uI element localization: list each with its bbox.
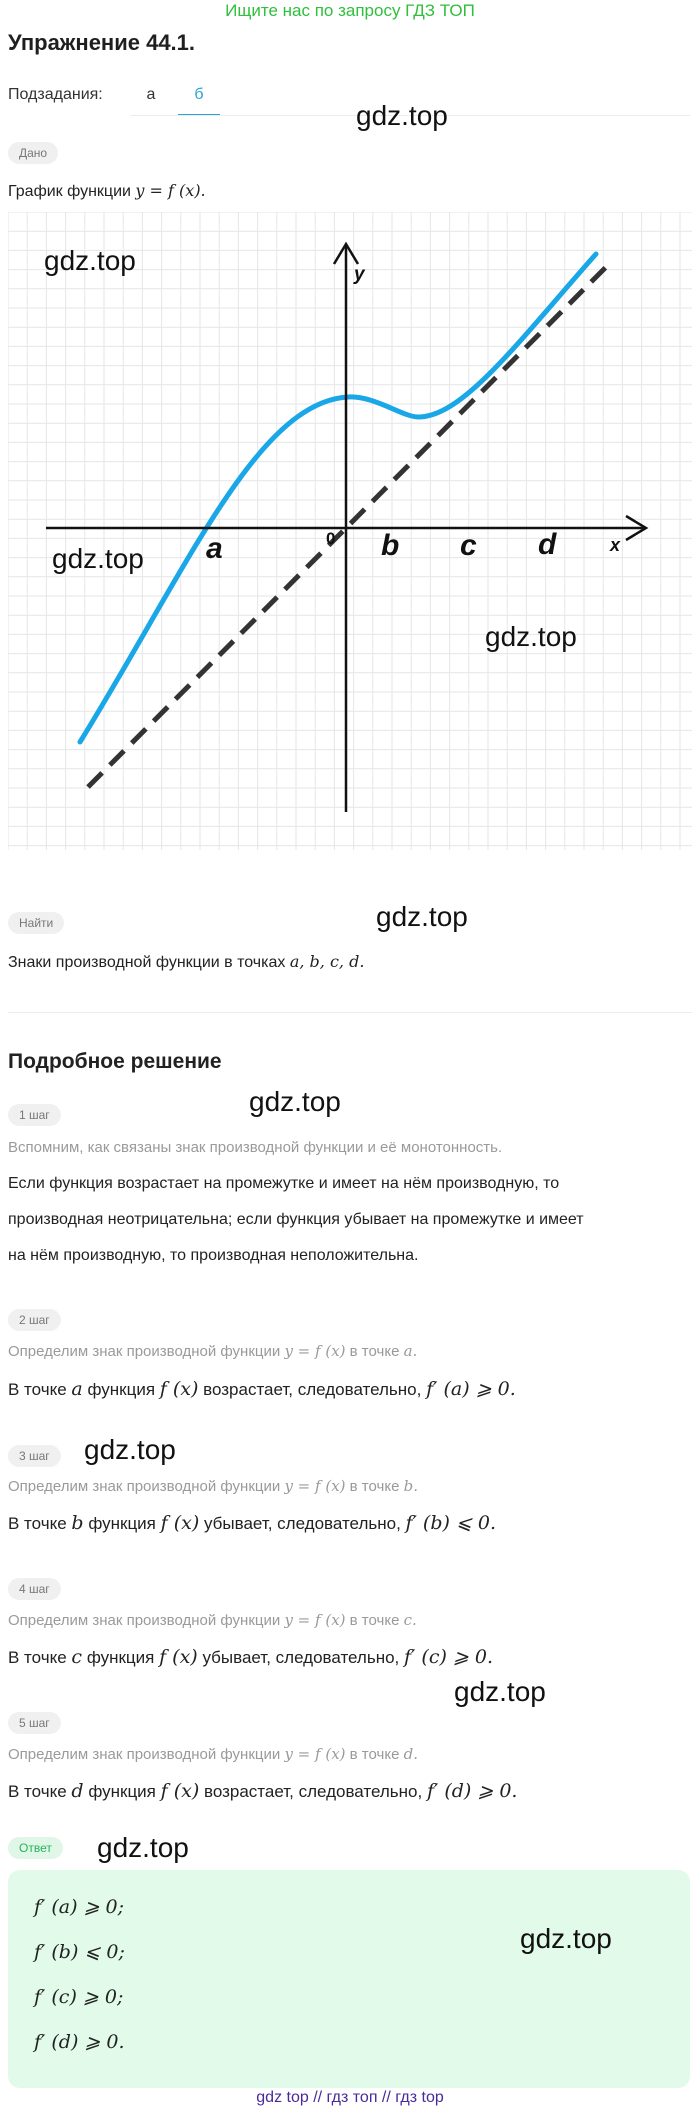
origin-label: 0 xyxy=(326,529,336,548)
given-label: График функции xyxy=(8,183,131,200)
watermark-header: gdz.top xyxy=(356,100,448,131)
answer-pill: Ответ xyxy=(8,1837,63,1859)
step-3-res-pre: В точке xyxy=(8,1514,67,1533)
step-5-res-pre: В точке xyxy=(8,1782,67,1801)
step-3-hint-point: b. xyxy=(403,1477,418,1495)
step-1-line-1: Если функция возрастает на промежутке и имеет на нём производную, то xyxy=(8,1175,560,1192)
step-2-res-formula: f′ (a) ⩾ 0. xyxy=(426,1378,516,1400)
step-2-res-verb: возрастает, следовательно, xyxy=(203,1380,422,1399)
top-banner[interactable]: Ищите нас по запросу ГДЗ ТОП xyxy=(225,1,475,20)
answer-line-a: f′ (a) ⩾ 0; xyxy=(34,1896,125,1918)
step-5-hint xyxy=(8,1744,418,1765)
point-label-c: c xyxy=(460,529,477,562)
tangent-dashed-line xyxy=(88,260,613,787)
step-3-res-point: b xyxy=(71,1512,84,1534)
step-5-res-point: d xyxy=(71,1780,84,1802)
step-3-res-fx: f (x) xyxy=(160,1512,200,1534)
step-3-hint-text: Определим знак производной функции xyxy=(8,1478,281,1495)
step-4-res-formula: f′ (c) ⩾ 0. xyxy=(404,1646,493,1668)
step-4-hint-formula: y = f (x) xyxy=(284,1611,346,1629)
step-4-hint-text: Определим знак производной функции xyxy=(8,1612,281,1629)
step-3-pill: 3 шаг xyxy=(8,1445,61,1467)
step-4-hint xyxy=(8,1610,417,1631)
graph-watermark-2: gdz.top xyxy=(52,543,144,574)
step-5-result xyxy=(8,1780,517,1803)
watermark-step4: gdz.top xyxy=(454,1676,546,1707)
page-title: Упражнение 44.1. xyxy=(8,30,196,55)
graph-svg xyxy=(8,212,692,850)
step-4-pill: 4 шаг xyxy=(8,1578,61,1600)
watermark-step3: gdz.top xyxy=(84,1434,176,1465)
step-2-res-fx: f (x) xyxy=(159,1378,199,1400)
answer-line-d: f′ (d) ⩾ 0. xyxy=(34,2031,125,2053)
step-3-hint xyxy=(8,1476,418,1497)
step-5-hint-text: Определим знак производной функции xyxy=(8,1746,281,1763)
x-axis-label: x xyxy=(610,535,621,555)
step-1-hint: Вспомним, как связаны знак производной функции и её монотонность. xyxy=(8,1139,503,1156)
graph-watermark-3: gdz.top xyxy=(485,621,577,652)
watermark-find: gdz.top xyxy=(376,901,468,932)
step-2-hint-mid: в точке xyxy=(349,1343,400,1360)
step-4-res-pre: В точке xyxy=(8,1648,67,1667)
solution-title: Подробное решение xyxy=(8,1050,222,1073)
step-3-hint-mid: в точке xyxy=(349,1478,400,1495)
step-5-hint-point: d. xyxy=(403,1745,418,1763)
step-4-res-fx: f (x) xyxy=(159,1646,198,1668)
subtask-tab-a[interactable]: а xyxy=(146,86,156,103)
step-4-res-verb: убывает, следовательно, xyxy=(202,1648,400,1667)
step-2-hint xyxy=(8,1341,417,1362)
section-divider xyxy=(8,1012,692,1013)
step-2-res-mid: функция xyxy=(87,1380,156,1399)
watermark-step1: gdz.top xyxy=(249,1086,341,1117)
find-label: Знаки производной функции в точках xyxy=(8,954,286,971)
step-2-result xyxy=(8,1378,516,1401)
step-2-hint-formula: y = f (x) xyxy=(284,1342,346,1360)
step-5-res-verb: возрастает, следовательно, xyxy=(203,1782,423,1801)
watermark-answer: gdz.top xyxy=(97,1832,189,1863)
step-2-hint-text: Определим знак производной функции xyxy=(8,1343,281,1360)
step-1-line-3: на нём производную, то производная неположительна. xyxy=(8,1247,419,1264)
given-text xyxy=(8,180,206,203)
point-label-d: d xyxy=(538,528,557,561)
step-5-res-formula: f′ (d) ⩾ 0. xyxy=(426,1780,518,1802)
step-4-res-point: c xyxy=(71,1646,83,1668)
step-3-res-mid: функция xyxy=(88,1514,156,1533)
step-5-hint-formula: y = f (x) xyxy=(284,1745,346,1763)
step-5-hint-mid: в точке xyxy=(349,1746,400,1763)
step-3-result xyxy=(8,1512,496,1535)
function-graph xyxy=(8,212,692,850)
given-pill: Дано xyxy=(8,142,58,164)
answer-line-c: f′ (c) ⩾ 0; xyxy=(34,1986,124,2008)
find-formula: a, b, c, d. xyxy=(289,952,365,971)
footer-links[interactable]: gdz top // гдз топ // гдз top xyxy=(256,2089,444,2106)
point-label-b: b xyxy=(381,529,400,562)
point-label-a: a xyxy=(206,532,223,565)
step-4-hint-mid: в точке xyxy=(349,1612,400,1629)
step-1-pill: 1 шаг xyxy=(8,1104,61,1126)
graph-grid xyxy=(8,212,692,850)
step-4-res-mid: функция xyxy=(86,1648,155,1667)
given-formula: y = f (x). xyxy=(135,181,206,200)
graph-watermark-1: gdz.top xyxy=(44,245,136,276)
subtasks-label: Подзадания: xyxy=(8,86,103,103)
step-3-res-verb: убывает, следовательно, xyxy=(203,1514,401,1533)
step-1-text xyxy=(8,1166,678,1274)
step-4-hint-point: c. xyxy=(403,1611,417,1629)
step-5-pill: 5 шаг xyxy=(8,1712,61,1734)
step-2-pill: 2 шаг xyxy=(8,1309,61,1331)
step-1-line-2: производная неотрицательна; если функция убывает на промежутке и имеет xyxy=(8,1211,584,1228)
step-4-result xyxy=(8,1646,493,1669)
step-2-res-pre: В точке xyxy=(8,1380,67,1399)
step-2-res-point: a xyxy=(71,1378,83,1400)
step-3-hint-formula: y = f (x) xyxy=(284,1477,346,1495)
y-axis-label: y xyxy=(354,264,365,285)
subtask-tab-b[interactable]: б xyxy=(178,76,220,116)
watermark-answer-box: gdz.top xyxy=(520,1923,612,1954)
step-5-res-mid: функция xyxy=(88,1782,156,1801)
step-2-hint-point: a. xyxy=(403,1342,418,1360)
answer-line-b: f′ (b) ⩽ 0; xyxy=(34,1941,125,1963)
step-5-res-fx: f (x) xyxy=(160,1780,200,1802)
step-3-res-formula: f′ (b) ⩽ 0. xyxy=(405,1512,497,1534)
find-text xyxy=(8,951,364,974)
find-pill: Найти xyxy=(8,912,64,934)
